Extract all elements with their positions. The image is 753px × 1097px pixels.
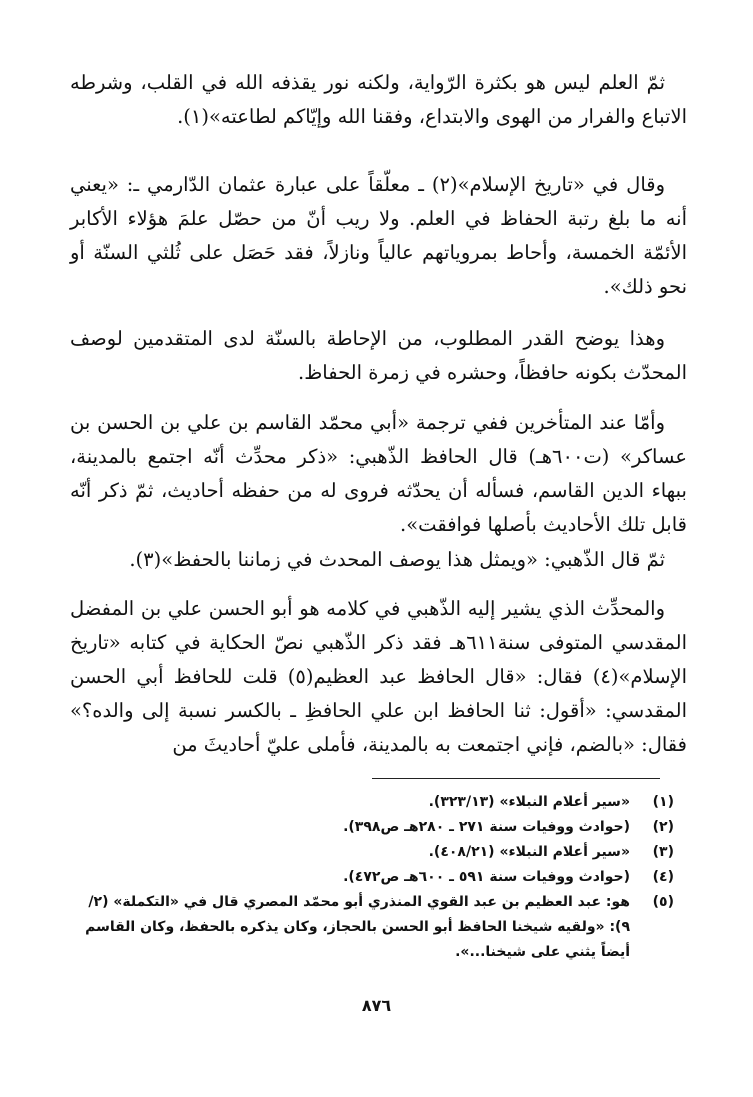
footnote-text: «سير أعلام النبلاء» (٤٠٨/٢١).	[428, 844, 630, 860]
footnote-number: (٢)	[652, 819, 674, 835]
body-paragraph	[70, 322, 687, 390]
page-number: ٨٧٦	[361, 996, 392, 1015]
body-paragraph	[70, 406, 687, 542]
footnote-text: «سير أعلام النبلاء» (٣٢٣/١٣).	[428, 794, 630, 810]
footnote-number: (٥)	[652, 894, 674, 910]
footnote-number: (٤)	[652, 869, 674, 885]
footnote-text: (حوادث ووفيات سنة ٢٧١ ـ ٢٨٠هـ ص٣٩٨).	[343, 819, 630, 835]
body-paragraph	[70, 168, 687, 304]
body-paragraph	[70, 66, 687, 134]
paragraph-text: وهذا يوضح القدر المطلوب، من الإحاطة بالسنّة لدى المتقدمين لوصف المحدّث بكونه حافظاً، وحشره في زمرة الحفاظ.	[70, 327, 687, 384]
body-paragraph	[70, 592, 687, 762]
footnote	[70, 840, 674, 865]
footnote	[70, 790, 674, 815]
footnote-text: هو: عبد العظيم بن عبد القوي المنذري أبو محمّد المصري قال في «التكملة» (٢/ ٩): «ولقيه شيخنا الحافظ أبو الحسن بالحجاز، وكان يذكره بالحفظ، وكان القاسم أيضاً يثني على شيخنا...».	[85, 894, 630, 960]
footnote-number: (١)	[652, 794, 674, 810]
body-paragraph	[70, 543, 687, 577]
paragraph-text: والمحدِّث الذي يشير إليه الذّهبي في كلامه هو أبو الحسن علي بن المفضل المقدسي المتوفى سنة٦١١هـ فقد ذكر الذّهبي نصّ الحكاية في كتابه «تاريخ الإسلام»(٤) فقال: «قال الحافظ عبد العظيم(٥) قلت للحافظ أبي الحسن المقدسي: «أقول: ثنا الحافظ ابن علي الحافظِ ـ بالكسر نسبة إلى والده؟» فقال: «بالضم، فإني اجتمعت به بالمدينة، فأملى عليّ أحاديثَ من	[70, 597, 687, 756]
footnote-text: (حوادث ووفيات سنة ٥٩١ ـ ٦٠٠هـ ص٤٧٢).	[343, 869, 630, 885]
footnote-number: (٣)	[652, 844, 674, 860]
paragraph-text: وقال في «تاريخ الإسلام»(٢) ـ معلّقاً على عبارة عثمان الدّارمي ـ: «يعني أنه ما بلغ رتبة الحفاظ في العلم. ولا ريب أنّ من حصّل علمَ هؤلاء الأكابر الأئمّة الخمسة، وأحاط بمروياتهم عالياً ونازلاً، فقد حَصَل على ثُلثي السنّة أو نحو ذلك».	[70, 173, 687, 298]
footnotes-section	[70, 790, 674, 965]
paragraph-text: ثمّ العلم ليس هو بكثرة الرّواية، ولكنه نور يقذفه الله في القلب، وشرطه الاتباع والفرار من الهوى والابتداع، وفقنا الله وإيّاكم لطاعته»(١).	[70, 71, 687, 128]
paragraph-text: ثمّ قال الذّهبي: «ويمثل هذا يوصف المحدث في زماننا بالحفظ»(٣).	[129, 548, 665, 571]
footnote-divider	[372, 778, 660, 779]
paragraph-text: وأمّا عند المتأخرين ففي ترجمة «أبي محمّد القاسم بن علي بن الحسن بن عساكر» (ت٦٠٠هـ) قال الحافظ الذّهبي: «ذكر محدِّث أنّه اجتمع بالمدينة، ببهاء الدين القاسم، فسأله أن يحدّثه فروى له من حفظه أحاديث، ثمّ ذكر أنّه قابل تلك الأحاديث بأصلها فوافقت».	[70, 411, 687, 536]
footnote	[70, 890, 674, 965]
footnote	[70, 815, 674, 840]
footnote	[70, 865, 674, 890]
